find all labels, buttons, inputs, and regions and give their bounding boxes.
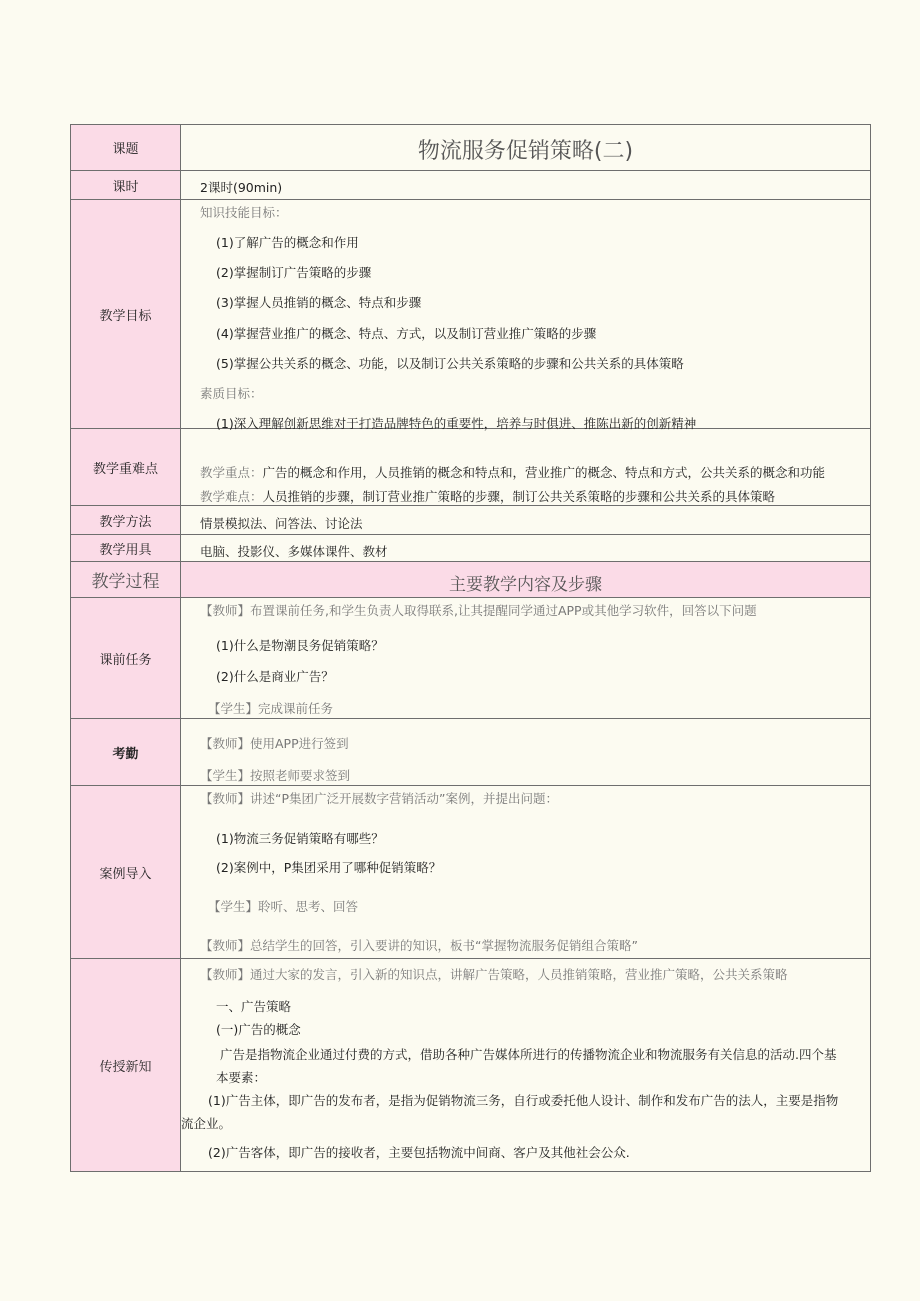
quality-item: (1)深入理解创新思维对于打造品牌特色的重要性，培养与时俱进、推陈出新的创新精神 xyxy=(216,416,697,431)
attendance-student: 【学生】按照老师要求签到 xyxy=(200,768,351,783)
row-divider xyxy=(70,785,871,786)
difficulty-prefix: 教学难点： xyxy=(200,489,263,504)
row-divider xyxy=(70,561,871,562)
new-knowledge-label: 传授新知 xyxy=(71,959,180,1171)
hours-label: 课时 xyxy=(71,171,180,199)
paragraph-line: 广告是指物流企业通过付费的方式，借助各种广告媒体所进行的传播物流企业和物流服务有关信息的活动.四个基 xyxy=(220,1047,837,1062)
column-divider xyxy=(180,124,181,1172)
knowledge-item: (2)掌握制订广告策略的步骤 xyxy=(216,265,372,280)
process-header-right: 主要教学内容及步骤 xyxy=(449,575,602,595)
case-question: (2)案例中，P集团采用了哪种促销策略？ xyxy=(216,860,442,875)
page-title: 物流服务促销策略(二) xyxy=(417,139,634,164)
difficulty-line xyxy=(200,487,775,505)
focus-prefix: 教学重点： xyxy=(200,465,263,480)
subsection-heading: (一)广告的概念 xyxy=(216,1022,301,1037)
table-frame xyxy=(70,124,871,1172)
paragraph-line: (1)广告主体，即广告的发布者，是指为促销物流三务，自行或委托他人设计、制作和发布广告的法人，主要是指物 xyxy=(208,1093,839,1108)
pre-class-teacher: 【教师】布置课前任务,和学生负责人取得联系,让其提醒同学通过APP或其他学习软件，回答以下问题 xyxy=(200,603,757,618)
knowledge-item: (4)掌握营业推广的概念、特点、方式，以及制订营业推广策略的步骤 xyxy=(216,326,597,341)
paragraph-line: 本要素： xyxy=(216,1070,267,1085)
paragraph-line: 流企业。 xyxy=(181,1116,232,1131)
knowledge-item: (5)掌握公共关系的概念、功能，以及制订公共关系策略的步骤和公共关系的具体策略 xyxy=(216,356,684,371)
topic-label: 课题 xyxy=(71,125,180,170)
pre-class-question: (1)什么是物潮艮务促销策略？ xyxy=(216,638,384,653)
row-divider xyxy=(70,170,871,171)
case-label: 案例导入 xyxy=(71,786,180,958)
pre-class-label: 课前任务 xyxy=(71,598,180,718)
knowledge-item: (1)了解广告的概念和作用 xyxy=(216,235,359,250)
case-teacher-summary: 【教师】总结学生的回答，引入要讲的知识，板书“掌握物流服务促销组合策略” xyxy=(200,938,638,953)
hours-value: 2课时(90min) xyxy=(200,180,283,195)
tools-value: 电脑、投影仪、多媒体课件、教材 xyxy=(200,544,388,559)
quality-heading: 素质目标： xyxy=(200,386,263,401)
focus-line xyxy=(200,463,825,481)
pre-class-question: (2)什么是商业广告？ xyxy=(216,669,334,684)
row-divider xyxy=(70,718,871,719)
attendance-label: 考勤 xyxy=(71,719,180,785)
case-teacher: 【教师】讲述“P集团广泛开展数字营销活动”案例，并提出问题： xyxy=(200,791,558,806)
process-header-left: 教学过程 xyxy=(71,562,180,597)
methods-label: 教学方法 xyxy=(71,506,180,534)
tools-label: 教学用具 xyxy=(71,535,180,561)
row-divider xyxy=(70,505,871,506)
row-divider xyxy=(70,597,871,598)
paragraph-line: (2)广告客体，即广告的接收者，主要包括物流中间商、客户及其他社会公众. xyxy=(208,1145,630,1160)
new-knowledge-teacher: 【教师】通过大家的发言，引入新的知识点，讲解广告策略，人员推销策略，营业推广策略，公共关系策略 xyxy=(200,967,788,982)
pre-class-student: 【学生】完成课前任务 xyxy=(208,701,334,716)
case-question: (1)物流三务促销策略有哪些？ xyxy=(216,831,384,846)
knowledge-heading: 知识技能目标： xyxy=(200,205,288,220)
methods-value: 情景模拟法、问答法、讨论法 xyxy=(200,516,363,531)
difficulty-text: 人员推销的步骤，制订营业推广策略的步骤，制订公共关系策略的步骤和公共关系的具体策略 xyxy=(262,489,776,504)
section-heading: 一、广告策略 xyxy=(216,999,292,1014)
knowledge-item: (3)掌握人员推销的概念、特点和步骤 xyxy=(216,295,422,310)
attendance-teacher: 【教师】使用APP进行签到 xyxy=(200,736,349,751)
key-points-label: 教学重难点 xyxy=(71,429,180,505)
row-divider xyxy=(70,958,871,959)
row-divider xyxy=(70,199,871,200)
objectives-label: 教学目标 xyxy=(71,200,180,428)
row-divider xyxy=(70,534,871,535)
focus-text: 广告的概念和作用，人员推销的概念和特点和，营业推广的概念、特点和方式，公共关系的概念和功能 xyxy=(262,465,826,480)
case-student: 【学生】聆听、思考、回答 xyxy=(208,899,359,914)
